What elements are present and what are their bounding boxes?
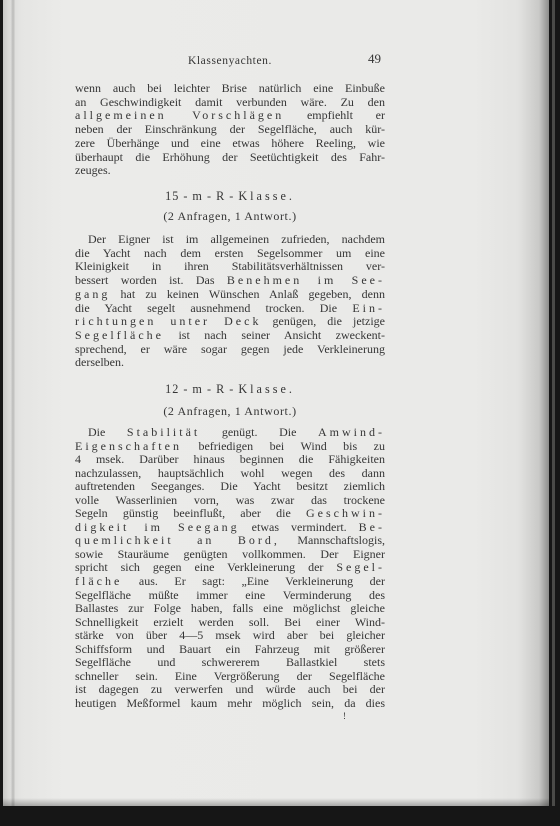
spaced-emphasis-text: Eigenschaften bbox=[75, 438, 182, 453]
page-number: 49 bbox=[368, 51, 381, 66]
text-run: ist dagegen zu verwerfen und würde auch bei der bbox=[75, 682, 385, 697]
text-run: zeuges. bbox=[75, 163, 111, 178]
text-run: 4 msek. Darüber hinaus beginnen die Fähigkeiten bbox=[75, 452, 385, 467]
text-run: die Yacht nach dem ersten Segelsommer um eine bbox=[75, 245, 385, 260]
text-line bbox=[75, 575, 385, 589]
signature-mark: ! bbox=[343, 711, 346, 721]
text-line bbox=[75, 629, 385, 643]
text-run: Schnelligkeit erzielt werden soll. Bei einer Wind- bbox=[75, 614, 385, 629]
section-subheading-12m bbox=[75, 405, 385, 419]
text-run: Segelfläche und schwererem Ballastkiel stets bbox=[75, 655, 385, 670]
spaced-emphasis-text: Amwind- bbox=[318, 425, 385, 439]
text-line bbox=[75, 561, 385, 575]
text-run: volle Wasserlinien vorn, was zwar das trockene bbox=[75, 492, 385, 507]
text-line bbox=[75, 589, 385, 603]
spaced-emphasis-text: Segelfläche bbox=[75, 327, 164, 342]
spaced-emphasis-text: Klasse. bbox=[238, 189, 295, 203]
text-run: Der Eigner ist im allgemeinen zufrieden, nachdem bbox=[88, 232, 385, 246]
text-line bbox=[75, 123, 385, 137]
text-line bbox=[75, 383, 385, 397]
spaced-emphasis-text: Segel- bbox=[336, 560, 385, 575]
text-line bbox=[75, 683, 385, 697]
text-run: hat zu keinen Wünschen Anlaß gegeben, denn bbox=[110, 286, 385, 301]
text-run: 15 - m - R - bbox=[165, 189, 239, 203]
text-run: an Geschwindigkeit damit verbunden wäre. Zu den bbox=[75, 94, 385, 109]
text-line bbox=[75, 356, 385, 370]
spaced-emphasis-text: fläche bbox=[75, 574, 123, 589]
text-line bbox=[75, 616, 385, 630]
spaced-emphasis-text: Stabilität bbox=[126, 425, 201, 439]
text-line bbox=[75, 329, 385, 343]
running-header bbox=[75, 51, 385, 67]
text-line bbox=[75, 190, 385, 204]
text-line bbox=[75, 82, 385, 96]
text-line bbox=[75, 405, 385, 419]
text-line bbox=[75, 247, 385, 261]
spaced-emphasis-text: quemlichkeit an Bord bbox=[75, 533, 274, 548]
text-line bbox=[75, 656, 385, 670]
text-line bbox=[75, 602, 385, 616]
section-subheading-15m bbox=[75, 210, 385, 224]
text-run: 12 - m - R - bbox=[165, 382, 239, 396]
text-line bbox=[75, 521, 385, 535]
text-run: die Yacht segelt ausnehmend trocken. Die bbox=[75, 300, 353, 315]
text-line bbox=[75, 302, 385, 316]
text-run: wenn auch bei leichter Brise natürlich eine Einbuße bbox=[75, 81, 385, 95]
text-line bbox=[75, 480, 385, 494]
text-line bbox=[75, 548, 385, 562]
text-run: neben der Einschränkung der Segelfläche, auch kür- bbox=[75, 122, 385, 137]
spaced-emphasis-text: allgemeinen Vorschlägen bbox=[75, 108, 285, 123]
spaced-emphasis-text: Ein- bbox=[352, 300, 385, 315]
text-run: genügen, die jetzige bbox=[261, 314, 386, 329]
text-run: Segelfläche müßte immer eine Verminderung des bbox=[75, 587, 385, 602]
text-run: aus. Er sagt: „Eine Verkleinerung der bbox=[122, 574, 385, 589]
text-run: Segeln günstig beeinflußt, aber die bbox=[75, 506, 307, 521]
text-run: (2 Anfragen, 1 Antwort.) bbox=[163, 404, 297, 418]
spaced-emphasis-text: digkeit im Seegang bbox=[75, 519, 240, 534]
text-run: ist nach seiner Ansicht zweckent- bbox=[163, 327, 385, 342]
section-paragraph-15m bbox=[75, 233, 385, 370]
text-run: schneller sein. Eine Vergrößerung der Segelfläche bbox=[75, 668, 385, 683]
spaced-emphasis-text: Benehmen im See- bbox=[226, 273, 386, 288]
text-run: Ballastes zur Folge haben, falls eine möglichst gleiche bbox=[75, 601, 385, 616]
text-line bbox=[75, 109, 385, 123]
text-line bbox=[75, 467, 385, 481]
text-run: Die bbox=[88, 425, 127, 439]
spaced-emphasis-text: richtungen unter Deck bbox=[75, 314, 262, 329]
text-line bbox=[75, 260, 385, 274]
text-run: auftretenden Seeganges. Die Yacht besitzt ziemlich bbox=[75, 479, 385, 494]
spaced-emphasis-text: Klasse. bbox=[238, 382, 295, 396]
text-run: genügt. Die bbox=[200, 425, 318, 439]
text-line bbox=[75, 210, 385, 224]
text-line bbox=[75, 233, 385, 247]
text-run: empfiehlt er bbox=[284, 108, 385, 123]
text-line bbox=[75, 315, 385, 329]
text-line bbox=[75, 151, 385, 165]
running-title: Klassenyachten. bbox=[187, 55, 273, 67]
text-run: sprechend, er wäre sogar gegen jede Verkleinerung bbox=[75, 341, 385, 356]
text-run: befriedigen bei Wind bis zu bbox=[181, 438, 385, 453]
spaced-emphasis-text: gang bbox=[75, 286, 111, 301]
intro-paragraph bbox=[75, 82, 385, 178]
text-run: Kleinigkeit in ihren Stabilitätsverhältnissen ver- bbox=[75, 259, 385, 274]
binding-shadow bbox=[11, 0, 15, 806]
text-line bbox=[75, 670, 385, 684]
spaced-emphasis-text: Be- bbox=[358, 519, 385, 534]
text-run: derselben. bbox=[75, 355, 124, 370]
section-heading-15m bbox=[75, 190, 385, 204]
text-line bbox=[75, 534, 385, 548]
text-line bbox=[75, 643, 385, 657]
text-line bbox=[75, 343, 385, 357]
text-run: zere Überhänge und eine etwas höhere Reeling, wie bbox=[75, 135, 385, 150]
text-line bbox=[75, 288, 385, 302]
text-run: (2 Anfragen, 1 Antwort.) bbox=[163, 209, 297, 223]
text-run: heutigen Meßformel kaum mehr möglich sein, da dies bbox=[75, 695, 385, 710]
text-run: etwas vermindert. bbox=[239, 519, 359, 534]
text-line bbox=[75, 426, 385, 440]
text-line bbox=[75, 274, 385, 288]
text-run: , Mannschaftslogis, bbox=[273, 533, 385, 548]
text-line bbox=[75, 494, 385, 508]
section-heading-12m bbox=[75, 383, 385, 397]
spaced-emphasis-text: Geschwin- bbox=[306, 506, 385, 521]
text-run: sowie Stauräume genügten vollkommen. Der Eigner bbox=[75, 546, 385, 561]
page-bottom-edge bbox=[3, 798, 549, 806]
text-line bbox=[75, 137, 385, 151]
text-run: stärke von über 4—5 msek wird aber bei gleicher bbox=[75, 628, 385, 643]
text-run: spricht sich gegen eine Verkleinerung der bbox=[75, 560, 337, 575]
text-line bbox=[75, 697, 385, 711]
text-line bbox=[75, 453, 385, 467]
text-line bbox=[75, 440, 385, 454]
text-run: überhaupt die Erhöhung der Seetüchtigkeit des Fahr- bbox=[75, 149, 385, 164]
text-line bbox=[75, 507, 385, 521]
text-run: Schiffsform und Bauart ein Fahrzeug mit größerer bbox=[75, 641, 385, 656]
text-line bbox=[75, 96, 385, 110]
page-right-edge bbox=[552, 0, 555, 806]
text-run: nachzulassen, hauptsächlich wohl wegen des dann bbox=[75, 465, 385, 480]
section-paragraph-12m bbox=[75, 426, 385, 710]
text-run: bessert worden ist. Das bbox=[75, 273, 227, 288]
text-line bbox=[75, 164, 385, 178]
